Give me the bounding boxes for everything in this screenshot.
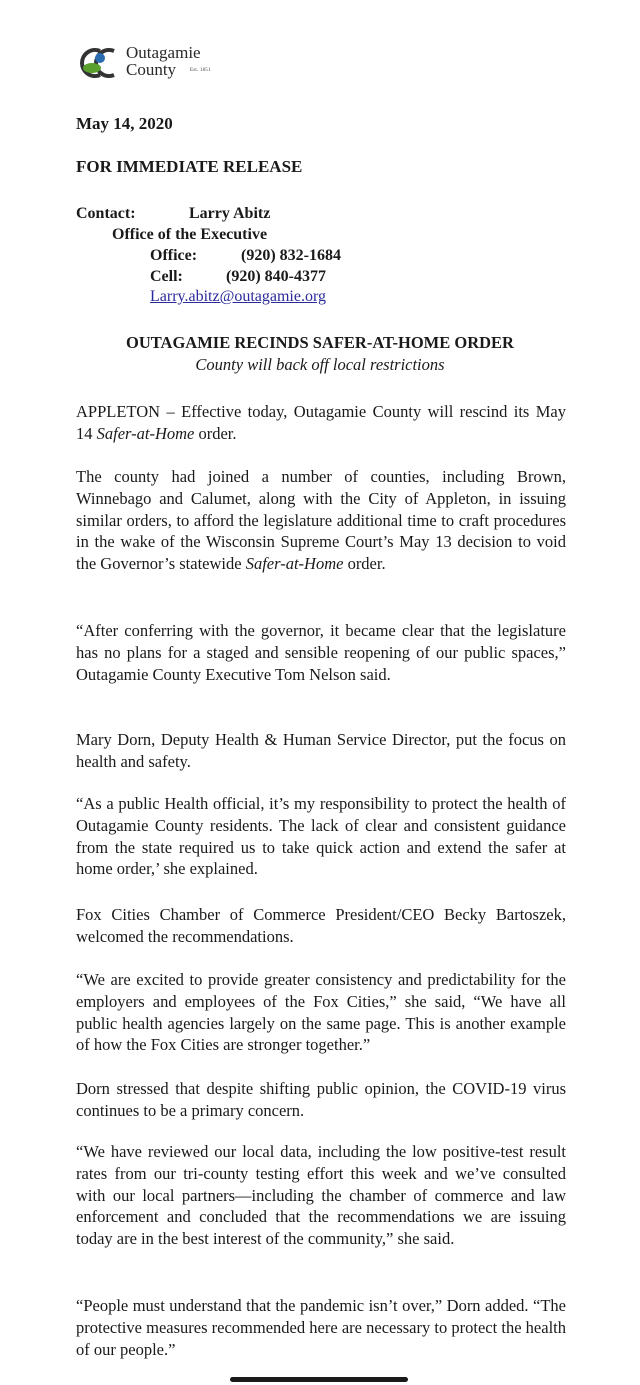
paragraph-6: Fox Cities Chamber of Commerce President/CEO Becky Bartoszek, welcomed the recommendations.	[76, 905, 566, 946]
paragraph-7: “We are excited to provide greater consistency and predictability for the employers and employees of the Fox Cities,” she said, “We have all public health agencies largely on the same page. This is another example of how the Fox Cities are stronger together.”	[76, 970, 566, 1055]
paragraph-4: Mary Dorn, Deputy Health & Human Service Director, put the focus on health and safety.	[76, 730, 566, 771]
headline-title: OUTAGAMIE RECINDS SAFER-AT-HOME ORDER	[126, 333, 514, 352]
paragraph-3: “After conferring with the governor, it became clear that the legislature has no plans for a staged and sensible reopening of our public spaces,” Outagamie County Executive Tom Nelson said.	[76, 621, 566, 684]
paragraph-10: “People must understand that the pandemic isn’t over,” Dorn added. “The protective measures recommended here are necessary to protect the health of our people.”	[76, 1296, 566, 1359]
paragraph-2: The county had joined a number of counties, including Brown, Winnebago and Calumet, along with the City of Appleton, in issuing similar orders, to afford the legislature additional time to craft procedures in the wake of the Wisconsin Supreme Court’s May 13 decision to void the Governor’s statewide Safer-at-Home order.	[76, 467, 566, 574]
paragraph-5: “As a public Health official, it’s my responsibility to protect the health of Outagamie County residents. The lack of clear and consistent guidance from the state required us to take quick action and extend the safer at home order,’ she explained.	[76, 794, 566, 879]
paragraph-8: Dorn stressed that despite shifting public opinion, the COVID-19 virus continues to be a primary concern.	[76, 1079, 566, 1120]
headline-subtitle: County will back off local restrictions	[195, 355, 445, 374]
contact-office-of: Office of the Executive	[112, 226, 268, 243]
contact-label: Contact:	[76, 205, 136, 222]
paragraph-9: “We have reviewed our local data, including the low positive-test result rates from our tri-county testing effort this week and we’ve consulted with our local partners—including the chamber of commerce and law enforcement and concluded that the recommendations we are issuing today are in the best interest of the community,” she said.	[76, 1142, 566, 1249]
outagamie-county-logo	[78, 44, 238, 84]
release-label: FOR IMMEDIATE RELEASE	[76, 157, 303, 176]
paragraph-1: APPLETON – Effective today, Outagamie County will rescind its May 14 Safer-at-Home order.	[76, 402, 566, 443]
county-logo-icon	[78, 46, 124, 80]
cell-phone: (920) 840-4377	[226, 268, 326, 285]
home-indicator-bar[interactable]	[230, 1377, 408, 1382]
cell-phone-label: Cell:	[150, 268, 183, 285]
contact-name: Larry Abitz	[189, 205, 271, 222]
contact-email-link[interactable]: Larry.abitz@outagamie.org	[150, 288, 326, 305]
office-phone-label: Office:	[150, 247, 198, 264]
release-date: May 14, 2020	[76, 114, 173, 133]
logo-established: Est. 1851	[190, 68, 211, 73]
office-phone: (920) 832-1684	[241, 247, 341, 264]
logo-wordmark-name: Outagamie	[126, 43, 201, 62]
logo-wordmark-county: County	[126, 60, 177, 79]
